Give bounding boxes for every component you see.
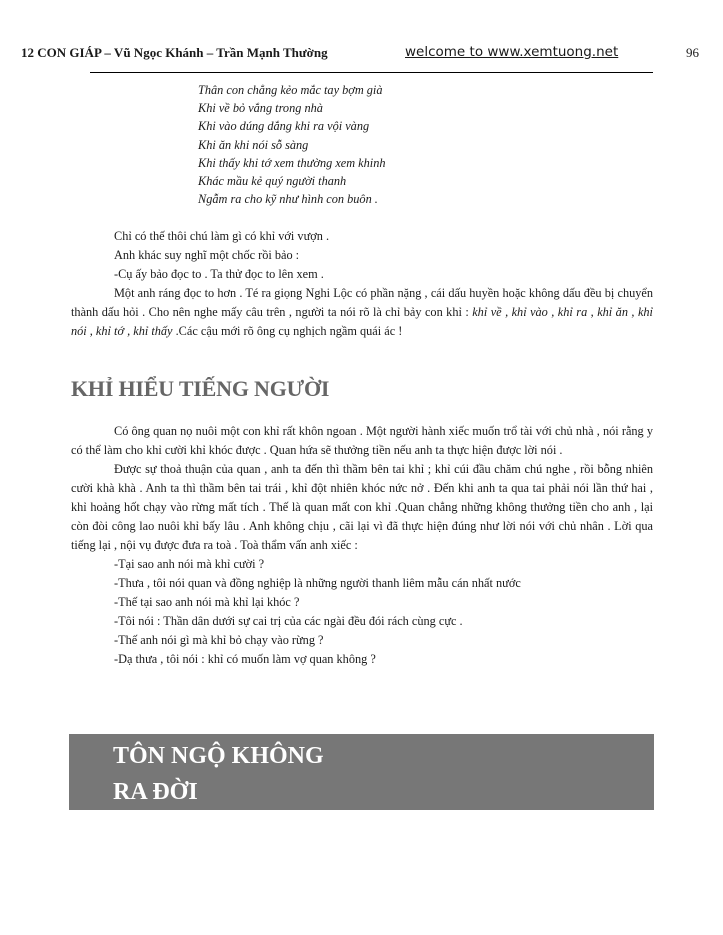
chapter-title-line: TÔN NGỘ KHÔNG <box>113 743 324 769</box>
dialogue-line: -Thế anh nói gì mà khỉ bỏ chạy vào rừng ? <box>114 633 324 647</box>
dialogue-line: -Tại sao anh nói mà khỉ cười ? <box>114 557 265 571</box>
monkey-list-italic: khỉ về , khỉ vào , khỉ ra , khỉ ăn , khỉ nói , khỉ tớ , khỉ thấy <box>71 305 653 338</box>
story-part-2 <box>71 422 653 669</box>
website-link[interactable]: welcome to www.xemtuong.net <box>405 44 619 60</box>
poem-line: Khi ăn khi nói sỗ sàng <box>198 137 309 152</box>
poem-line: Khi thấy khi tớ xem thường xem khinh <box>198 155 386 170</box>
dialogue-line: -Dạ thưa , tôi nói : khỉ có muốn làm vợ quan không ? <box>114 652 376 666</box>
dialogue-line: -Thưa , tôi nói quan và đồng nghiệp là những người thanh liêm mẫu cán nhất nước <box>114 576 521 590</box>
paragraph: Anh khác suy nghĩ một chốc rồi bảo : <box>114 248 300 262</box>
poem-block <box>198 81 386 208</box>
paragraph <box>71 284 653 341</box>
paragraph-text: .Các cậu mới rõ ông cụ nghịch ngầm quái ác ! <box>172 324 403 338</box>
paragraph: Chỉ có thế thôi chú làm gì có khỉ với vượn . <box>114 229 330 243</box>
poem-line: Thân con chẳng kẻo mắc tay bợm già <box>198 83 383 97</box>
book-title: 12 CON GIÁP – Vũ Ngọc Khánh – Trần Mạnh Thường <box>21 45 328 60</box>
poem-line: Khi vào dúng dắng khi ra vội vàng <box>198 119 370 134</box>
section-title: KHỈ HIỂU TIẾNG NGƯỜI <box>71 376 330 401</box>
dialogue-line: -Thế tại sao anh nói mà khỉ lại khóc ? <box>114 595 300 609</box>
chapter-banner <box>69 734 654 810</box>
chapter-title <box>113 738 324 810</box>
poem-line: Khi về bỏ vắng trong nhà <box>198 101 323 116</box>
paragraph-text: Một anh ráng đọc to hơn . Té ra giọng Nghi Lộc có phần nặng , cái dấu huyền hoặc không dấu đều bị chuyển thành dấu hỏi . Cho nên nghe mấy câu trên , người ta nói rõ là chỉ bảy con khỉ : <box>71 286 653 319</box>
paragraph: Có ông quan nọ nuôi một con khỉ rất khôn ngoan . Một người hành xiếc muốn trổ tài với chủ nhà , nói rằng y có thể làm cho khỉ cười khỉ khóc được . Quan hứa sẽ thưởng tiền nếu anh ta thực hiện được lời nói . <box>71 424 653 457</box>
poem-line: Khác mầu kẻ quý người thanh <box>198 174 347 189</box>
page-number: 96 <box>686 45 699 60</box>
paragraph: Được sự thoả thuận của quan , anh ta đến thì thầm bên tai khỉ ; khỉ cúi đầu chăm chú nghe , rồi bỗng nhiên cười khà khà . Anh ta thì thầm bên tai trái , khỉ đột nhiên khóc nức nở . Đến khi anh ta qua tai phải nói lần thứ hai , khỉ hoảng hốt chạy vào rừng mất tích . Thế là quan mất con khỉ .Quan chẳng những không thưởng tiền cho anh , lại còn đòi công lao nuôi khỉ bấy lâu . Anh không chịu , cãi lại vì đã thực hiện đúng như lời nói với chủ nhân . Lời qua tiếng lại , nội vụ được đưa ra toà . Toà thẩm vấn anh xiếc : <box>71 462 653 552</box>
dialogue-line: -Tôi nói : Thần dân dưới sự cai trị của các ngài đều đói rách cùng cực . <box>114 614 463 628</box>
header-rule <box>90 72 653 73</box>
chapter-title-line: RA ĐỜI <box>113 779 198 805</box>
story-part-1 <box>71 227 653 341</box>
page-header <box>0 0 723 80</box>
paragraph: -Cụ ấy bảo đọc to . Ta thử đọc to lên xem . <box>114 267 324 281</box>
poem-line: Ngẫm ra cho kỹ như hình con buôn . <box>198 192 378 207</box>
